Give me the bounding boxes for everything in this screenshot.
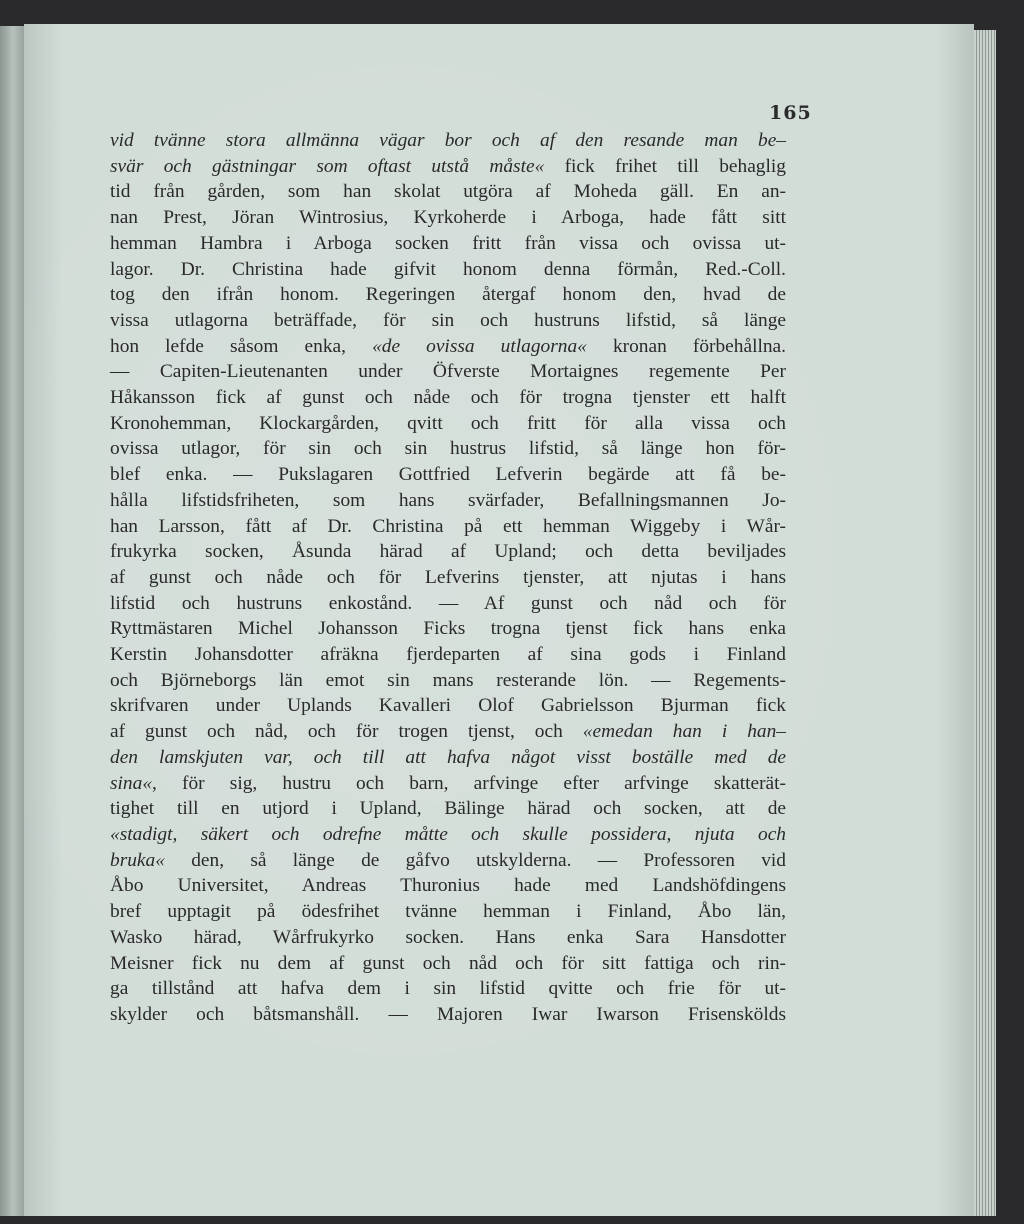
text-line (110, 719, 786, 745)
text-segment: nan Prest, Jöran Wintrosius, Kyrkoherde i Arboga, hade fått sitt (110, 207, 786, 229)
italic-segment: sina« (110, 772, 153, 794)
text-segment: vissa utlagorna beträffade, för sin och hustruns lifstid, så länge (110, 309, 786, 331)
text-segment: fick frihet till behaglig (544, 155, 786, 177)
text-line (110, 1002, 786, 1028)
page-stack-edges (974, 30, 996, 1216)
italic-segment: «stadigt, säkert och odrefne måtte och skulle possidera, njuta och (110, 823, 786, 845)
text-line (110, 359, 786, 385)
text-segment: hemman Hambra i Arboga socken fritt från vissa och ovissa ut- (110, 232, 786, 254)
text-line (110, 257, 786, 283)
text-segment: Kerstin Johansdotter afräkna fjerdeparten af sina gods i Finland (110, 644, 786, 666)
text-line (110, 899, 786, 925)
text-line (110, 308, 786, 334)
text-segment: Meisner fick nu dem af gunst och nåd och för sitt fattiga och rin- (110, 952, 786, 974)
previous-page-edge (0, 26, 24, 1216)
text-segment: och Björneborgs län emot sin mans resterande lön. — Regements- (110, 669, 786, 691)
italic-segment: svär och gästningar som oftast utstå måste« (110, 155, 545, 177)
text-segment: Ryttmästaren Michel Johansson Ficks trogna tjenst fick hans enka (110, 618, 786, 640)
text-segment: lifstid och hustruns enkostånd. — Af gunst och nåd och för (110, 592, 786, 614)
text-line (110, 616, 786, 642)
text-line (110, 796, 786, 822)
text-segment: hålla lifstidsfriheten, som hans svärfader, Befallningsmannen Jo- (110, 489, 786, 511)
italic-segment: «de ovissa utlagorna« (372, 335, 587, 357)
text-line (110, 282, 786, 308)
text-segment: tighet till en utjord i Upland, Bälinge härad och socken, att de (110, 798, 786, 820)
text-line (110, 462, 786, 488)
italic-segment: den lamskjuten var, och till att hafva något visst boställe med de (110, 746, 786, 768)
text-line (110, 179, 786, 205)
text-segment: hon lefde såsom enka, (110, 335, 373, 357)
text-line (110, 951, 786, 977)
text-segment: tid från gården, som han skolat utgöra af Moheda gäll. En an- (110, 181, 786, 203)
text-segment: ga tillstånd att hafva dem i sin lifstid qvitte och frie för ut- (110, 978, 786, 1000)
text-line (110, 565, 786, 591)
text-line (110, 642, 786, 668)
text-line (110, 334, 786, 360)
text-segment: Håkansson fick af gunst och nåde och för trogna tjenster ett halft (110, 387, 786, 409)
text-line (110, 591, 786, 617)
text-segment: af gunst och nåd, och för trogen tjenst, och (110, 721, 583, 743)
italic-segment: bruka« (110, 849, 165, 871)
text-segment: Åbo Universitet, Andreas Thuronius hade med Landshöfdingens (110, 875, 786, 897)
text-segment: kronan förbehållna. (586, 335, 786, 357)
text-segment: — Capiten-Lieutenanten under Öfverste Mortaignes regemente Per (110, 361, 786, 383)
text-segment: , för sig, hustru och barn, arfvinge efter arfvinge skatterät- (152, 772, 786, 794)
text-line (110, 848, 786, 874)
text-line (110, 436, 786, 462)
text-line (110, 539, 786, 565)
text-line (110, 745, 786, 771)
text-line (110, 976, 786, 1002)
text-line (110, 128, 786, 154)
text-line (110, 154, 786, 180)
text-segment: Wasko härad, Wårfrukyrko socken. Hans enka Sara Hansdotter (110, 926, 786, 948)
text-line (110, 231, 786, 257)
page-number: 165 (769, 102, 812, 124)
text-line (110, 385, 786, 411)
body-text (110, 128, 786, 1028)
italic-segment: vid tvänne stora allmänna vägar bor och af den resande man be– (110, 130, 786, 151)
text-segment: tog den ifrån honom. Regeringen återgaf honom den, hvad de (110, 284, 786, 306)
text-line (110, 205, 786, 231)
text-segment: af gunst och nåde och för Lefverins tjenster, att njutas i hans (110, 566, 786, 588)
text-segment: blef enka. — Pukslagaren Gottfried Lefverin begärde att få be- (110, 464, 786, 486)
text-line (110, 514, 786, 540)
text-segment: den, så länge de gåfvo utskylderna. — Professoren vid (164, 849, 786, 871)
text-line (110, 411, 786, 437)
text-line (110, 771, 786, 797)
text-segment: Kronohemman, Klockargården, qvitt och fritt för alla vissa och (110, 412, 786, 434)
text-line (110, 822, 786, 848)
text-segment: skylder och båtsmanshåll. — Majoren Iwar Iwarson Frisenskölds (110, 1003, 786, 1025)
text-line (110, 693, 786, 719)
text-line (110, 488, 786, 514)
text-segment: ovissa utlagor, för sin och sin hustrus lifstid, så länge hon för- (110, 438, 786, 460)
text-line (110, 925, 786, 951)
text-segment: skrifvaren under Uplands Kavalleri Olof Gabrielsson Bjurman fick (110, 695, 786, 717)
text-segment: han Larsson, fått af Dr. Christina på ett hemman Wiggeby i Wår- (110, 515, 786, 537)
text-segment: frukyrka socken, Åsunda härad af Upland; och detta beviljades (110, 541, 786, 563)
text-segment: bref upptagit på ödesfrihet tvänne hemman i Finland, Åbo län, (110, 901, 786, 923)
text-line (110, 873, 786, 899)
text-segment: lagor. Dr. Christina hade gifvit honom denna förmån, Red.-Coll. (110, 258, 786, 280)
text-line (110, 668, 786, 694)
italic-segment: «emedan han i han– (582, 721, 787, 743)
